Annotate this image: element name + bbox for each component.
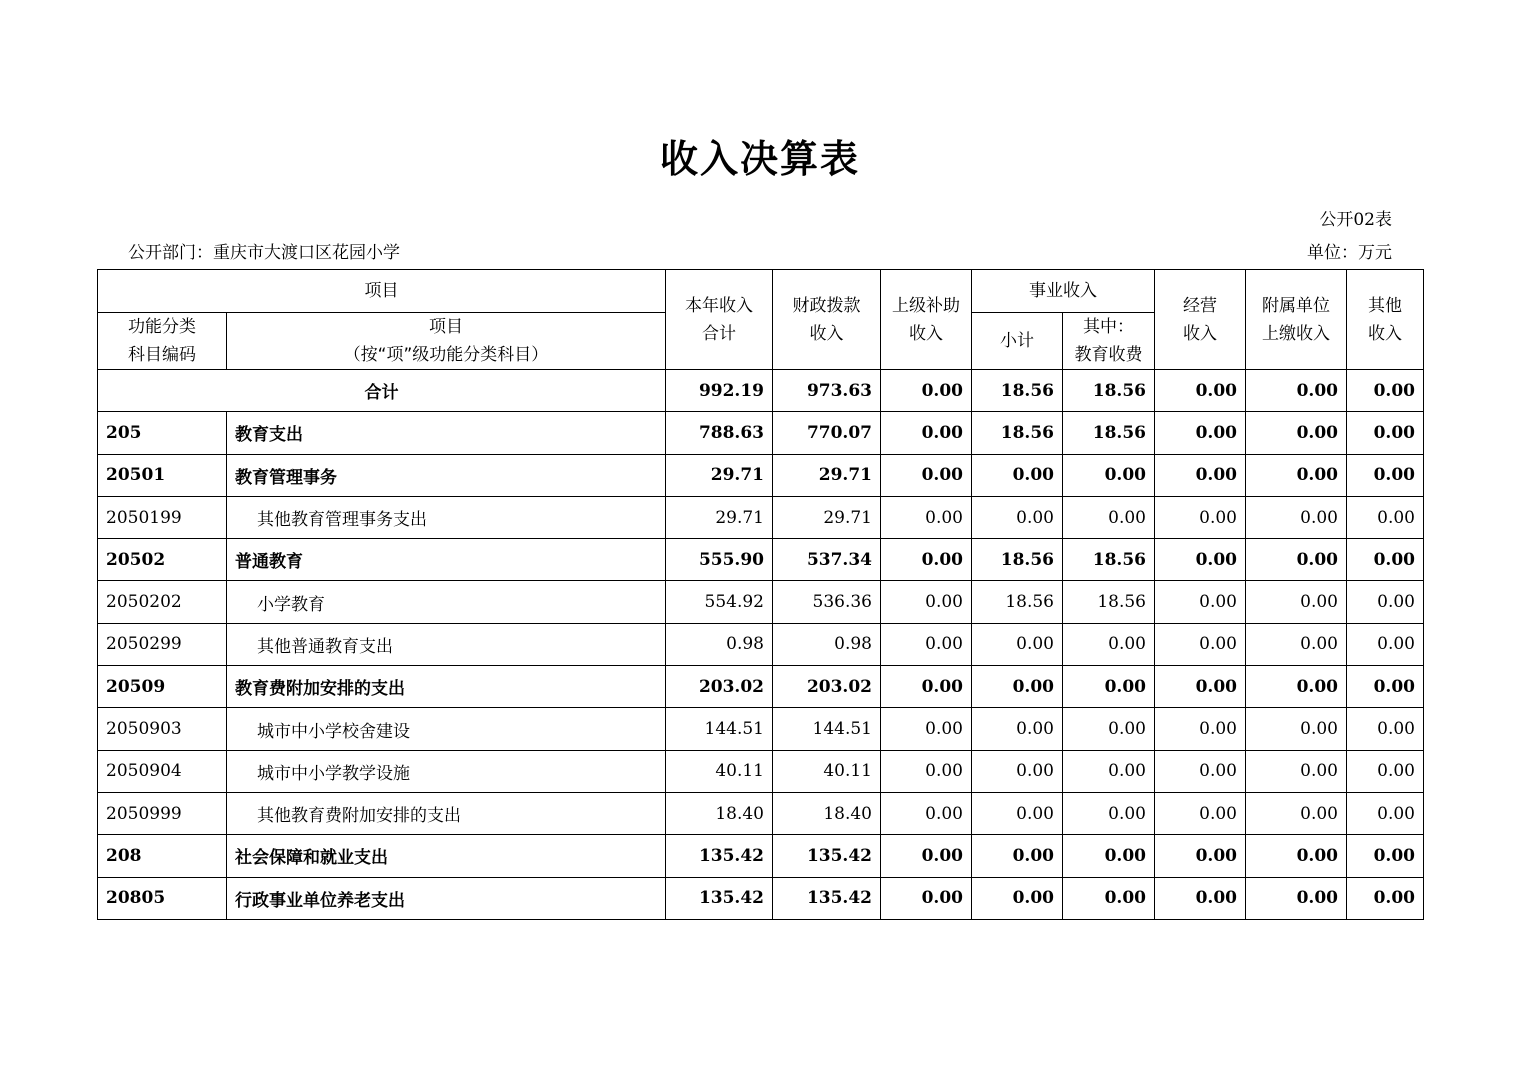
row-value: 18.40 — [666, 792, 773, 834]
row-value: 18.56 — [972, 412, 1063, 454]
row-value: 0.00 — [1246, 708, 1347, 750]
row-value: 18.56 — [1063, 581, 1155, 623]
row-value: 0.00 — [1347, 539, 1424, 581]
row-value: 0.00 — [1063, 877, 1155, 919]
row-value: 537.34 — [773, 539, 881, 581]
row-value: 18.56 — [972, 581, 1063, 623]
row-value: 0.00 — [1063, 454, 1155, 496]
row-value: 0.00 — [1347, 835, 1424, 877]
row-value: 0.00 — [972, 835, 1063, 877]
department-label: 公开部门：重庆市大渡口区花园小学 — [128, 243, 400, 263]
table-row — [98, 454, 1424, 496]
row-value: 29.71 — [666, 454, 773, 496]
row-value: 0.00 — [1063, 835, 1155, 877]
row-name: 行政事业单位养老支出 — [227, 877, 666, 919]
row-value: 0.00 — [1155, 496, 1246, 538]
row-value: 29.71 — [773, 454, 881, 496]
header-edu-fee: 其中： 教育收费 — [1063, 313, 1155, 370]
row-value: 135.42 — [666, 835, 773, 877]
total-value: 992.19 — [666, 370, 773, 412]
row-value: 29.71 — [666, 496, 773, 538]
row-value: 0.00 — [972, 623, 1063, 665]
row-name: 其他教育费附加安排的支出 — [227, 792, 666, 834]
row-value: 0.00 — [1063, 496, 1155, 538]
page-title: 收入决算表 — [659, 137, 860, 181]
row-value: 0.00 — [1063, 623, 1155, 665]
total-value: 973.63 — [773, 370, 881, 412]
row-value: 788.63 — [666, 412, 773, 454]
total-value: 0.00 — [881, 370, 972, 412]
total-value: 0.00 — [1155, 370, 1246, 412]
unit-label: 单位：万元 — [1307, 243, 1392, 263]
row-name: 城市中小学校舍建设 — [227, 708, 666, 750]
table-row — [98, 496, 1424, 538]
row-value: 0.00 — [1063, 750, 1155, 792]
row-value: 0.00 — [1155, 623, 1246, 665]
row-value: 0.00 — [881, 835, 972, 877]
row-value: 0.00 — [1347, 581, 1424, 623]
row-value: 0.00 — [881, 708, 972, 750]
header-operating: 经营 收入 — [1155, 270, 1246, 370]
row-value: 0.00 — [1063, 666, 1155, 708]
row-value: 0.00 — [1347, 792, 1424, 834]
row-code: 208 — [98, 835, 227, 877]
row-value: 0.00 — [1155, 792, 1246, 834]
row-value: 0.00 — [1347, 877, 1424, 919]
row-value: 0.00 — [1347, 750, 1424, 792]
row-value: 0.00 — [972, 708, 1063, 750]
row-value: 203.02 — [666, 666, 773, 708]
row-value: 0.00 — [972, 750, 1063, 792]
row-value: 0.00 — [1347, 412, 1424, 454]
row-code: 205 — [98, 412, 227, 454]
table-row — [98, 581, 1424, 623]
total-row — [98, 370, 1424, 412]
header-item: 项目 （按“项”级功能分类科目） — [227, 313, 666, 370]
row-value: 0.00 — [881, 454, 972, 496]
table-row — [98, 623, 1424, 665]
row-value: 0.00 — [1347, 666, 1424, 708]
row-value: 18.56 — [1063, 412, 1155, 454]
header-func-code: 功能分类 科目编码 — [98, 313, 227, 370]
row-name: 其他普通教育支出 — [227, 623, 666, 665]
row-value: 0.00 — [1246, 496, 1347, 538]
row-value: 29.71 — [773, 496, 881, 538]
row-value: 0.00 — [1246, 539, 1347, 581]
header-fiscal: 财政拨款 收入 — [773, 270, 881, 370]
row-value: 0.00 — [1063, 792, 1155, 834]
row-value: 0.00 — [1155, 454, 1246, 496]
row-value: 0.98 — [773, 623, 881, 665]
row-value: 0.00 — [972, 666, 1063, 708]
row-value: 0.00 — [881, 792, 972, 834]
row-code: 20501 — [98, 454, 227, 496]
row-name: 城市中小学教学设施 — [227, 750, 666, 792]
income-table — [97, 269, 1424, 920]
table-row — [98, 539, 1424, 581]
header-business-income: 事业收入 — [972, 270, 1155, 313]
total-value: 18.56 — [972, 370, 1063, 412]
total-value: 0.00 — [1246, 370, 1347, 412]
row-value: 0.00 — [1155, 708, 1246, 750]
row-value: 0.00 — [1155, 666, 1246, 708]
row-value: 0.00 — [1155, 835, 1246, 877]
row-name: 普通教育 — [227, 539, 666, 581]
row-code: 2050299 — [98, 623, 227, 665]
header-other: 其他 收入 — [1347, 270, 1424, 370]
row-value: 144.51 — [773, 708, 881, 750]
total-value: 0.00 — [1347, 370, 1424, 412]
row-name: 小学教育 — [227, 581, 666, 623]
row-value: 18.40 — [773, 792, 881, 834]
row-value: 40.11 — [773, 750, 881, 792]
row-value: 0.00 — [972, 496, 1063, 538]
row-value: 135.42 — [666, 877, 773, 919]
row-value: 0.00 — [881, 496, 972, 538]
row-value: 0.00 — [881, 412, 972, 454]
row-value: 0.00 — [881, 750, 972, 792]
row-value: 135.42 — [773, 835, 881, 877]
row-name: 教育费附加安排的支出 — [227, 666, 666, 708]
header-upper-subsidy: 上级补助 收入 — [881, 270, 972, 370]
row-value: 0.00 — [1155, 877, 1246, 919]
row-value: 0.00 — [1063, 708, 1155, 750]
row-value: 203.02 — [773, 666, 881, 708]
row-value: 40.11 — [666, 750, 773, 792]
header-total: 本年收入 合计 — [666, 270, 773, 370]
row-value: 0.00 — [1246, 623, 1347, 665]
total-value: 18.56 — [1063, 370, 1155, 412]
total-label: 合计 — [98, 370, 666, 412]
row-value: 0.00 — [1155, 581, 1246, 623]
row-value: 0.00 — [1155, 539, 1246, 581]
header-subtotal: 小计 — [972, 313, 1063, 370]
table-row — [98, 666, 1424, 708]
row-value: 0.00 — [1246, 412, 1347, 454]
table-row — [98, 835, 1424, 877]
row-name: 教育支出 — [227, 412, 666, 454]
row-value: 0.00 — [972, 877, 1063, 919]
row-value: 0.00 — [1246, 792, 1347, 834]
row-name: 其他教育管理事务支出 — [227, 496, 666, 538]
row-value: 18.56 — [972, 539, 1063, 581]
row-name: 社会保障和就业支出 — [227, 835, 666, 877]
row-value: 0.00 — [1347, 708, 1424, 750]
form-number: 公开02表 — [1319, 210, 1392, 230]
row-value: 0.00 — [881, 581, 972, 623]
row-value: 0.00 — [1155, 750, 1246, 792]
row-value: 0.00 — [1347, 496, 1424, 538]
row-code: 20502 — [98, 539, 227, 581]
row-name: 教育管理事务 — [227, 454, 666, 496]
row-value: 554.92 — [666, 581, 773, 623]
row-value: 18.56 — [1063, 539, 1155, 581]
row-value: 135.42 — [773, 877, 881, 919]
table-row — [98, 877, 1424, 919]
row-value: 0.00 — [881, 623, 972, 665]
table-row — [98, 792, 1424, 834]
row-value: 0.00 — [1246, 750, 1347, 792]
row-value: 0.00 — [972, 454, 1063, 496]
row-value: 0.00 — [1246, 581, 1347, 623]
row-value: 0.00 — [1246, 877, 1347, 919]
table-row — [98, 750, 1424, 792]
row-value: 0.00 — [1347, 623, 1424, 665]
row-value: 0.00 — [1246, 835, 1347, 877]
row-value: 0.00 — [1155, 412, 1246, 454]
row-value: 0.00 — [1246, 666, 1347, 708]
row-value: 0.00 — [881, 539, 972, 581]
row-code: 2050202 — [98, 581, 227, 623]
row-code: 2050199 — [98, 496, 227, 538]
row-value: 0.00 — [881, 666, 972, 708]
row-value: 0.00 — [1347, 454, 1424, 496]
row-value: 536.36 — [773, 581, 881, 623]
row-value: 0.00 — [972, 792, 1063, 834]
row-code: 2050999 — [98, 792, 227, 834]
row-code: 20509 — [98, 666, 227, 708]
header-project: 项目 — [98, 270, 666, 313]
header-affiliated: 附属单位 上缴收入 — [1246, 270, 1347, 370]
row-value: 144.51 — [666, 708, 773, 750]
row-value: 770.07 — [773, 412, 881, 454]
row-value: 555.90 — [666, 539, 773, 581]
row-code: 2050903 — [98, 708, 227, 750]
row-value: 0.00 — [881, 877, 972, 919]
row-code: 20805 — [98, 877, 227, 919]
row-value: 0.00 — [1246, 454, 1347, 496]
row-code: 2050904 — [98, 750, 227, 792]
row-value: 0.98 — [666, 623, 773, 665]
table-row — [98, 708, 1424, 750]
table-row — [98, 412, 1424, 454]
